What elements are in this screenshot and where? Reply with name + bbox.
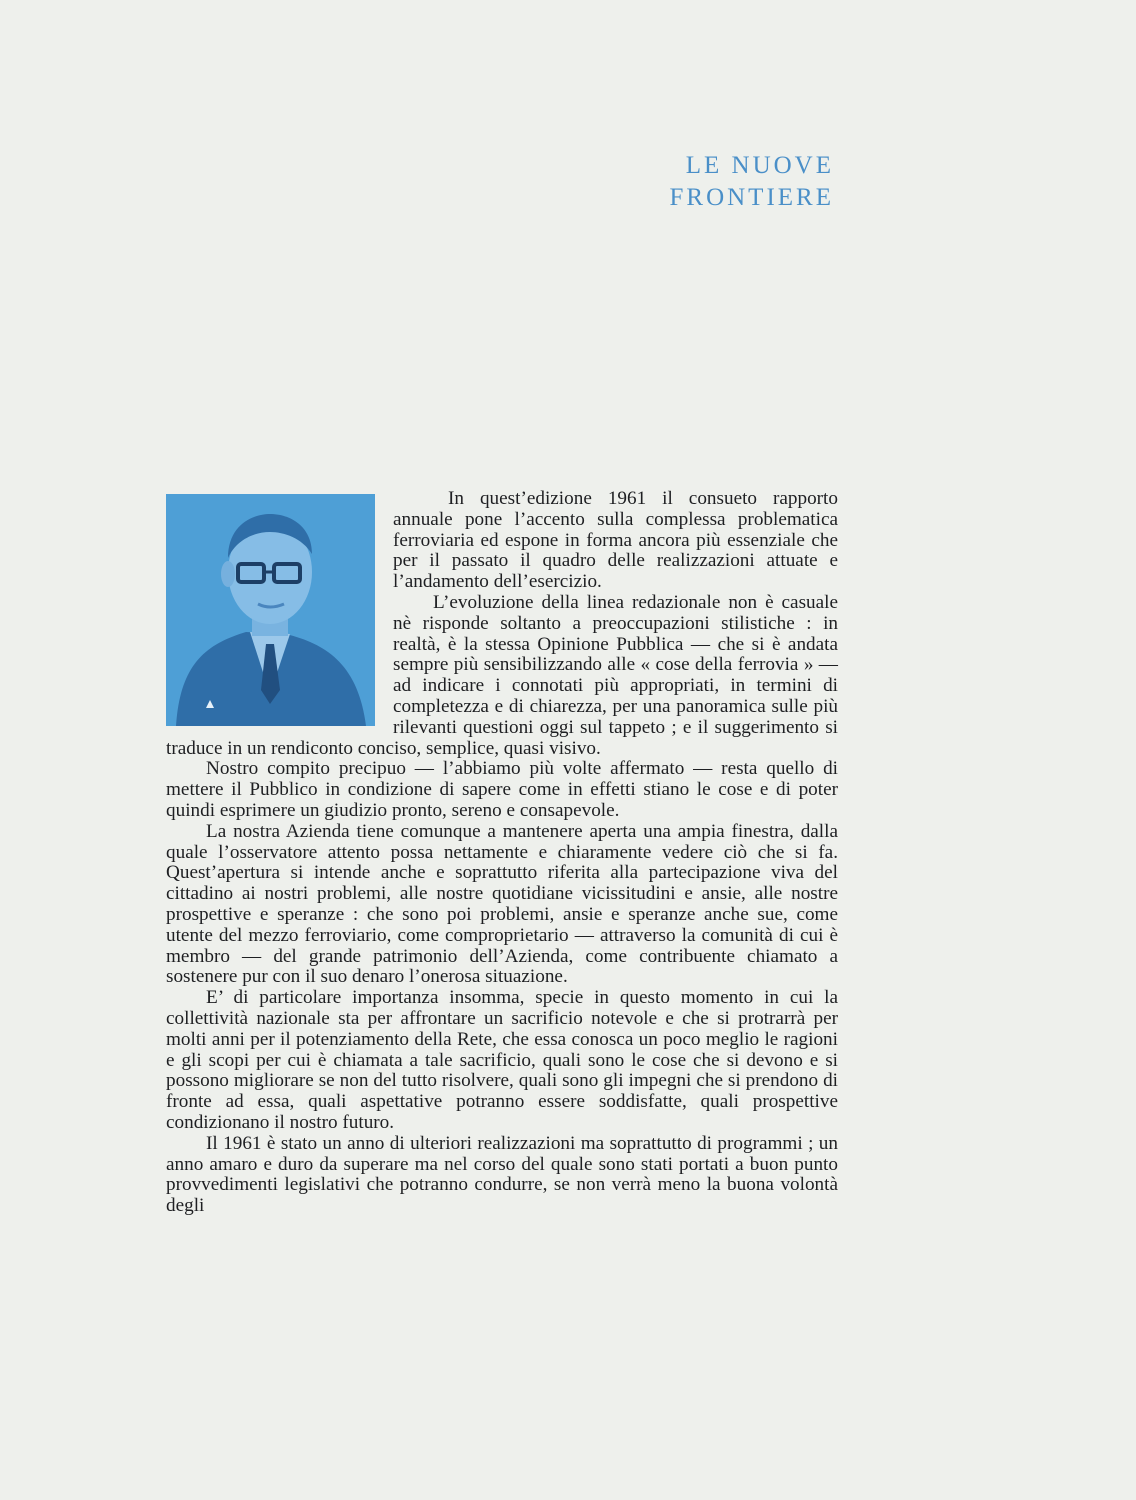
page-title — [560, 150, 834, 214]
paragraph: La nostra Azienda tiene comunque a mantenere aperta una ampia finestra, dalla quale l’osservatore attento possa nettamente e chiaramente vedere ciò che si fa. Quest’apertura si intende anche e soprattutto riferita alla partecipazione viva del cittadino ai nostri problemi, alle nostre quotidiane vicissitudini e ansie, alle nostre prospettive e speranze : che sono poi problemi, ansie e speranze anche sue, come utente del mezzo ferroviario, come comproprietario — attraverso la comunità di cui è membro — del grande patrimonio dell’Azienda, come contribuente chiamato a sostenere pur con il suo denaro l’onerosa situazione. — [166, 820, 838, 988]
article-body — [166, 489, 838, 1217]
paragraph: Il 1961 è stato un anno di ulteriori realizzazioni ma soprattutto di programmi ; un anno amaro e duro da superare ma nel corso del quale sono stati portati a buon punto provvedimenti legislativi che potranno condurre, se non verrà meno la buona volontà degli — [166, 1132, 838, 1217]
paragraph: In quest’edizione 1961 il consueto rapporto annuale pone l’accento sulla complessa problematica ferroviaria ed espone in forma ancora più essenziale che per il passato il quadro delle realizzazioni attuate e l’andamento dell’esercizio. — [393, 488, 838, 593]
portrait-photo — [166, 494, 375, 726]
title-line-1: LE NUOVE — [685, 152, 834, 179]
paragraph: E’ di particolare importanza insomma, specie in questo momento in cui la collettività nazionale sta per affrontare un sacrificio notevole e che si protrarrà per molti anni per il potenziamento della Rete, che essa conosca un poco meglio le ragioni e gli scopi per cui è chiamata a tale sacrificio, quali sono le cose che si devono e si possono migliorare se non del tutto risolvere, quali sono gli impegni che si prendono di fronte ad essa, quali aspettative potranno essere soddisfatte, quali prospettive condizionano il nostro futuro. — [166, 987, 838, 1133]
paragraph: L’evoluzione della linea redazionale non è casuale nè risponde soltanto a preoccupazioni stilistiche : in realtà, è la stessa Opinione Pubblica — che si è andata sempre più sensibilizzando alle « cose della ferrovia » — ad indicare i connotati più appropriati, in termini di completezza e di chiarezza, per una panoramica sulle più rilevanti questioni oggi sul tappeto ; e il suggerimento si traduce in un rendiconto conciso, semplice, quasi visivo. — [166, 591, 838, 759]
portrait-photo-icon — [166, 494, 375, 726]
paragraph: Nostro compito precipuo — l’abbiamo più volte affermato — resta quello di mettere il Pubblico in condizione di sapere come in effetti stiano le cose e di poter quindi esprimere un giudizio pronto, sereno e consapevole. — [166, 758, 838, 821]
title-line-2: FRONTIERE — [669, 184, 834, 211]
